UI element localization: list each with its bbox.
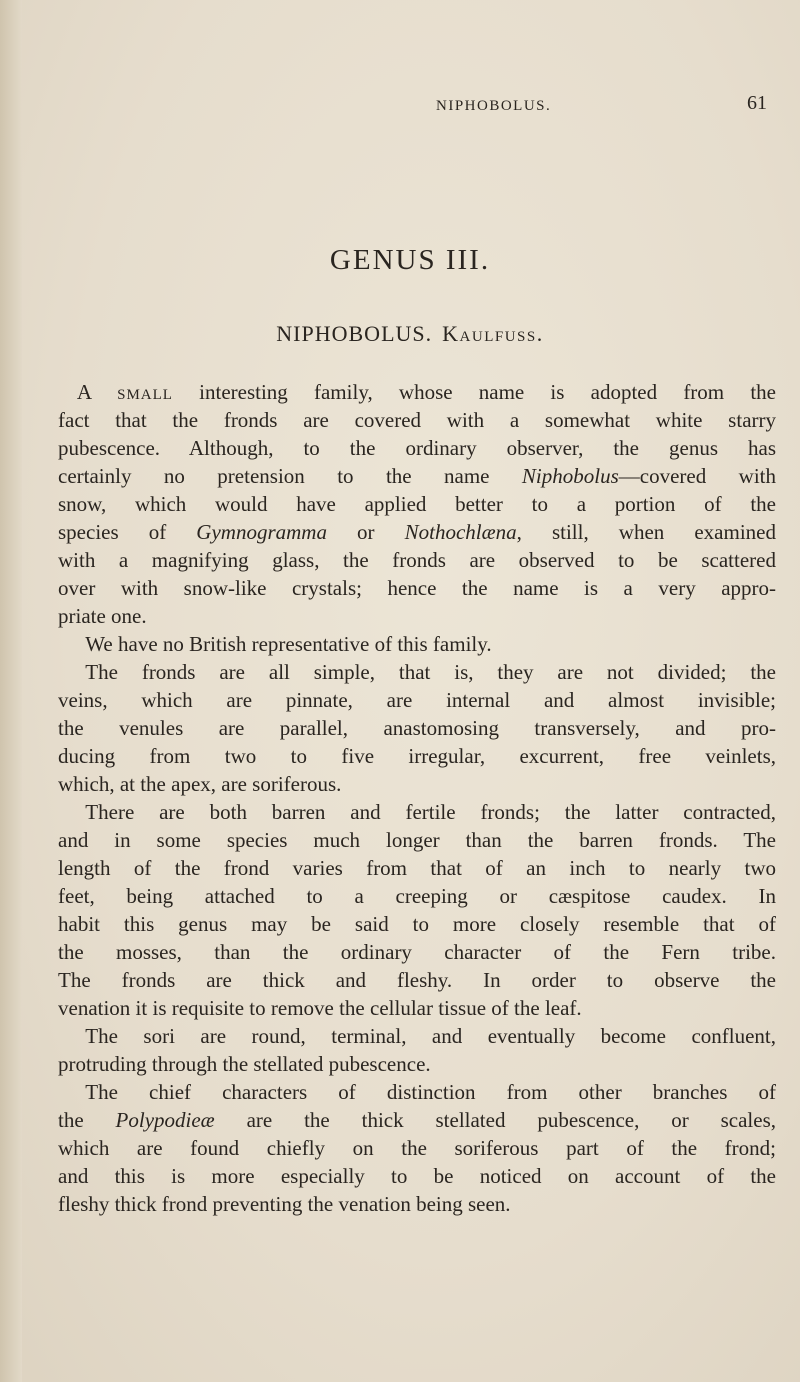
text-line: fleshy thick frond preventing the venation being seen. <box>58 1192 511 1216</box>
genus-author: Kaulfuss. <box>442 321 544 346</box>
text-line: We have no British representative of this family. <box>85 632 492 656</box>
text-line: length of the frond varies from that of an inch to nearly two <box>58 856 776 880</box>
genus-name: NIPHOBOLUS. <box>276 321 433 346</box>
text-line: A small interesting family, whose name is adopted from the <box>76 380 776 404</box>
text-line: and in some species much longer than the barren fronds. The <box>58 828 776 852</box>
text-line: and this is more especially to be noticed on account of the <box>58 1164 776 1188</box>
genus-subtitle <box>0 321 800 347</box>
paragraph <box>58 378 776 630</box>
paragraph <box>58 1022 776 1078</box>
text-line: The sori are round, terminal, and eventually become confluent, <box>85 1024 776 1048</box>
genus-title: GENUS III. <box>329 244 491 276</box>
text-line: the mosses, than the ordinary character of the Fern tribe. <box>58 940 776 964</box>
text-line: feet, being attached to a creeping or cæspitose caudex. In <box>58 884 776 908</box>
text-line: fact that the fronds are covered with a somewhat white starry <box>58 408 776 432</box>
text-line: The fronds are thick and fleshy. In order to observe the <box>58 968 776 992</box>
text-line: pubescence. Although, to the ordinary observer, the genus has <box>58 436 776 460</box>
body-text <box>58 378 776 1218</box>
text-line: The chief characters of distinction from other branches of <box>85 1080 776 1104</box>
page-gutter <box>0 0 22 1382</box>
paragraph <box>58 630 776 658</box>
text-line: which are found chiefly on the soriferous part of the frond; <box>58 1136 776 1160</box>
text-line: ducing from two to five irregular, excurrent, free veinlets, <box>58 744 776 768</box>
text-line: protruding through the stellated pubescence. <box>58 1052 431 1076</box>
text-line: the venules are parallel, anastomosing transversely, and pro- <box>58 716 776 740</box>
text-line: veins, which are pinnate, are internal and almost invisible; <box>58 688 776 712</box>
page-number: 61 <box>747 92 767 114</box>
text-line: The fronds are all simple, that is, they are not divided; the <box>85 660 776 684</box>
text-line: the Polypodieæ are the thick stellated pubescence, or scales, <box>58 1108 777 1132</box>
text-line: with a magnifying glass, the fronds are observed to be scattered <box>58 548 776 572</box>
text-line: habit this genus may be said to more closely resemble that of <box>58 912 776 936</box>
paragraph <box>58 658 776 798</box>
running-head: NIPHOBOLUS. <box>436 98 552 114</box>
text-line: venation it is requisite to remove the cellular tissue of the leaf. <box>58 996 582 1020</box>
text-line: certainly no pretension to the name Niphobolus—covered with <box>58 464 776 488</box>
text-line: which, at the apex, are soriferous. <box>58 772 342 796</box>
text-line: species of Gymnogramma or Nothochlæna, still, when examined <box>58 520 776 544</box>
text-line: over with snow-like crystals; hence the name is a very appro- <box>58 576 776 600</box>
text-line: snow, which would have applied better to a portion of the <box>58 492 776 516</box>
text-line: There are both barren and fertile fronds; the latter contracted, <box>85 800 776 824</box>
paragraph <box>58 1078 776 1218</box>
text-line: priate one. <box>58 604 147 628</box>
paragraph <box>58 798 776 1022</box>
